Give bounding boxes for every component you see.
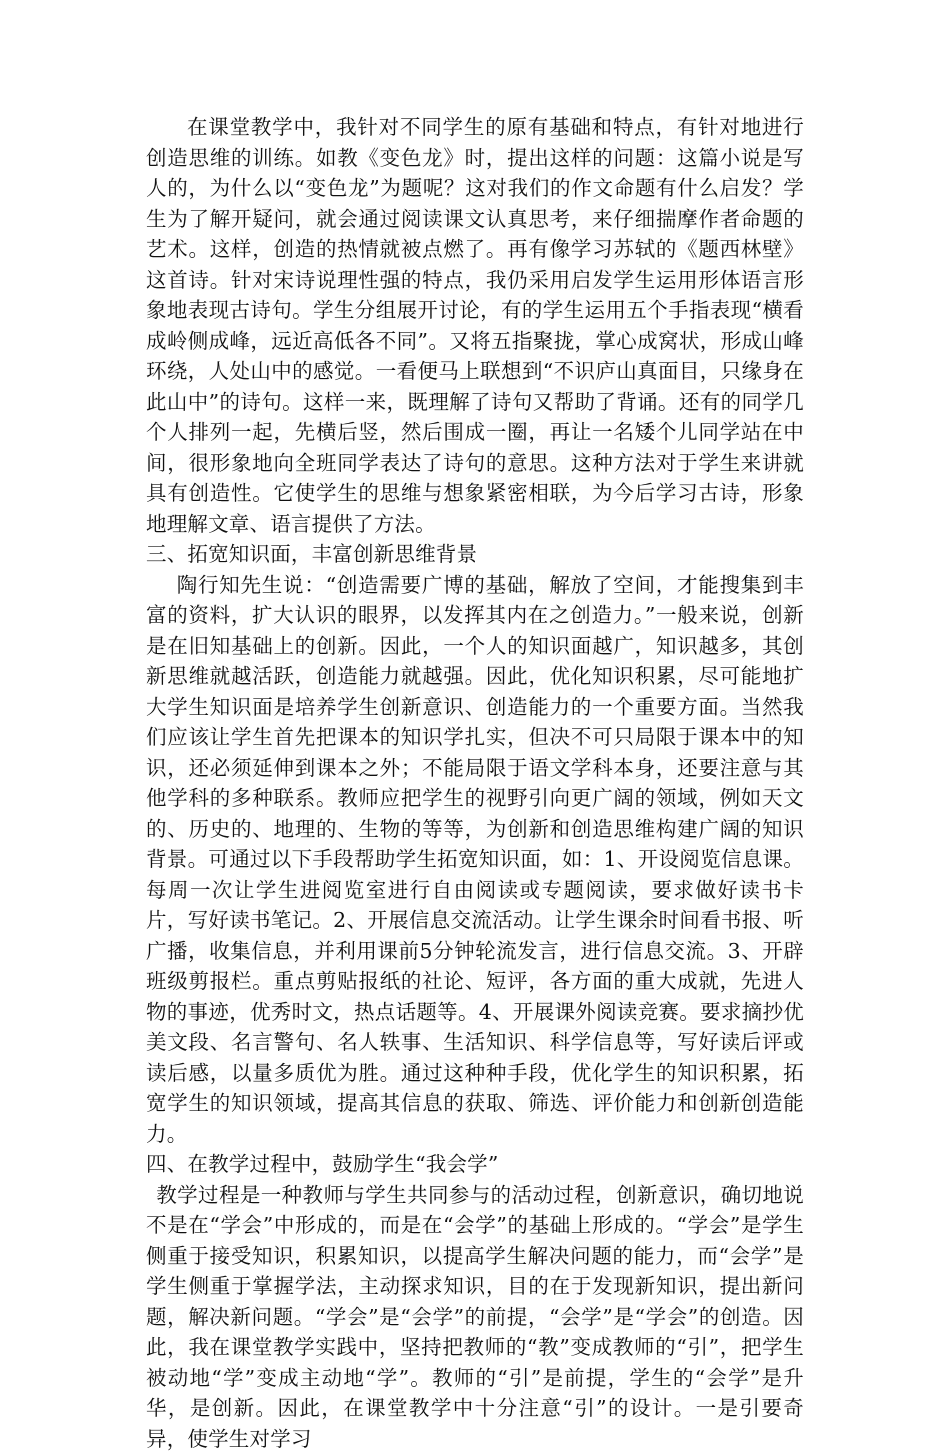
section-heading-4: 四、在教学过程中，鼓励学生“我会学”	[146, 1149, 804, 1180]
paragraph-classroom-training: 在课堂教学中，我针对不同学生的原有基础和特点，有针对地进行创造思维的训练。如教《变色龙》时，提出这样的问题：这篇小说是写人的，为什么以“变色龙”为题呢？这对我们的作文命题有什么启发？学生为了解开疑问，就会通过阅读课文认真思考，来仔细揣摩作者命题的艺术。这样，创造的热情就被点燃了。再有像学习苏轼的《题西林壁》这首诗。针对宋诗说理性强的特点，我仍采用启发学生运用形体语言形象地表现古诗句。学生分组展开讨论，有的学生运用五个手指表现“横看成岭侧成峰，远近高低各不同”。又将五指聚拢，掌心成窝状，形成山峰环绕，人处山中的感觉。一看便马上联想到“不识庐山真面目，只缘身在此山中”的诗句。这样一来，既理解了诗句又帮助了背诵。还有的同学几个人排列一起，先横后竖，然后围成一圈，再让一名矮个儿同学站在中间，很形象地向全班同学表达了诗句的意思。这种方法对于学生来讲就具有创造性。它使学生的思维与想象紧密相联，为今后学习古诗，形象地理解文章、语言提供了方法。	[146, 112, 804, 539]
paragraph-knowledge-broadening: 陶行知先生说：“创造需要广博的基础，解放了空间，才能搜集到丰富的资料，扩大认识的眼界，以发挥其内在之创造力。”一般来说，创新是在旧知基础上的创新。因此，一个人的知识面越广，知识越多，其创新思维就越活跃，创造能力就越强。因此，优化知识积累，尽可能地扩大学生知识面是培养学生创新意识、创造能力的一个重要方面。当然我们应该让学生首先把课本的知识学扎实，但决不可只局限于课本中的知识，还必须延伸到课本之外；不能局限于语文学科本身，还要注意与其他学科的多种联系。教师应把学生的视野引向更广阔的领域，例如天文的、历史的、地理的、生物的等等，为创新和创造思维构建广阔的知识背景。可通过以下手段帮助学生拓宽知识面，如：1、开设阅览信息课。每周一次让学生进阅览室进行自由阅读或专题阅读，要求做好读书卡片，写好读书笔记。2、开展信息交流活动。让学生课余时间看书报、听广播，收集信息，并利用课前5分钟轮流发言，进行信息交流。3、开辟班级剪报栏。重点剪贴报纸的社论、短评，各方面的重大成就，先进人物的事迹，优秀时文，热点话题等。4、开展课外阅读竞赛。要求摘抄优美文段、名言警句、名人轶事、生活知识、科学信息等，写好读后评或读后感，以量多质优为胜。通过这种种手段，优化学生的知识积累，拓宽学生的知识领域，提高其信息的获取、筛选、评价能力和创新创造能力。	[146, 570, 804, 1150]
section-heading-3: 三、拓宽知识面，丰富创新思维背景	[146, 539, 804, 570]
document-page	[146, 112, 804, 1454]
paragraph-learning-process: 教学过程是一种教师与学生共同参与的活动过程，创新意识，确切地说不是在“学会”中形成的，而是在“会学”的基础上形成的。“学会”是学生侧重于接受知识，积累知识，以提高学生解决问题的能力，而“会学”是学生侧重于掌握学法，主动探求知识，目的在于发现新知识，提出新问题，解决新问题。“学会”是“会学”的前提，“会学”是“学会”的创造。因此，我在课堂教学实践中，坚持把教师的“教”变成教师的“引”，把学生被动地“学”变成主动地“学”。教师的“引”是前提，学生的“会学”是升华，是创新。因此，在课堂教学中十分注意“引”的设计。一是引要奇异，使学生对学习	[146, 1180, 804, 1454]
